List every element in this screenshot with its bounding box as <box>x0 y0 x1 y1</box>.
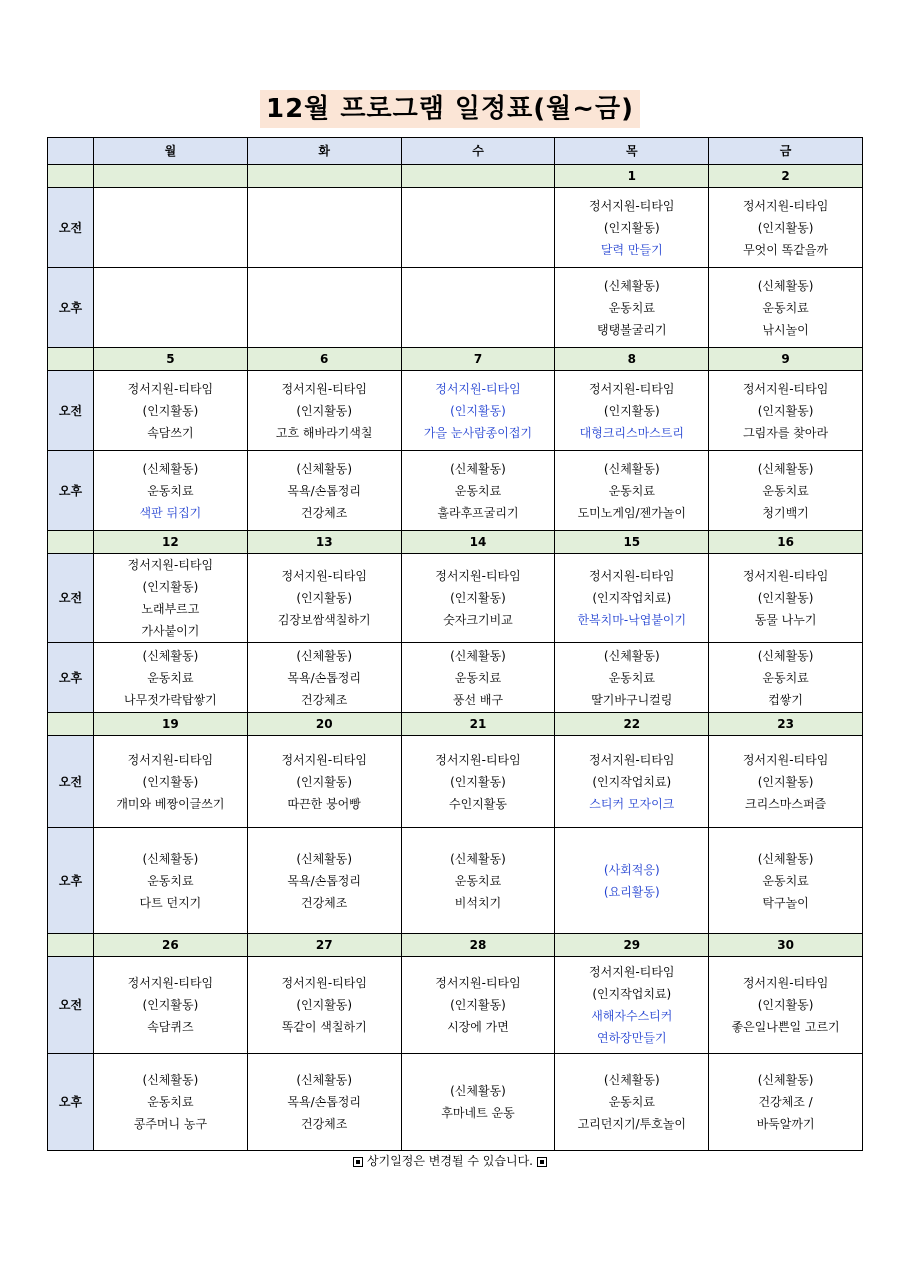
activity-cell <box>709 554 863 643</box>
activity-cell <box>709 957 863 1054</box>
afternoon-label: 오후 <box>48 643 94 713</box>
afternoon-row <box>48 643 863 713</box>
date-cell: 22 <box>555 713 709 736</box>
activity-line: (인지활동) <box>142 998 199 1012</box>
date-row <box>48 934 863 957</box>
activity-line: (인지활동) <box>450 998 506 1012</box>
activity-line: 운동치료 <box>147 670 194 685</box>
activity-line: 정서지원-티타임 <box>127 381 214 396</box>
weekday-header: 목 <box>555 138 709 165</box>
date-row <box>48 348 863 371</box>
activity-line: 무엇이 똑같을까 <box>743 242 829 257</box>
activity-line: 건강체조 / <box>758 1095 813 1109</box>
activity-line: (인지활동) <box>450 774 506 789</box>
footer-note-text: 상기일정은 변경될 수 있습니다. <box>367 1154 533 1168</box>
activity-line: (신체활동) <box>296 1073 353 1087</box>
activity-line: (인지활동) <box>450 403 506 418</box>
activity-cell <box>94 828 248 934</box>
date-cell <box>247 165 401 188</box>
date-cell: 6 <box>247 348 401 371</box>
activity-cell <box>247 371 401 451</box>
date-cell: 14 <box>401 531 555 554</box>
activity-line: 건강체조 <box>301 895 348 910</box>
activity-line: 정서지원-티타임 <box>589 569 675 583</box>
activity-cell <box>401 554 555 643</box>
activity-line: 청기백기 <box>762 505 809 520</box>
activity-cell <box>555 451 709 531</box>
morning-label: 오전 <box>48 554 94 643</box>
activity-line: 연하장만들기 <box>597 1031 667 1045</box>
schedule-table <box>47 137 863 1151</box>
activity-line: (인지활동) <box>757 774 814 789</box>
activity-line: (인지활동) <box>296 774 353 789</box>
activity-line: (인지활동) <box>450 591 506 605</box>
activity-line: 김장보쌈색칠하기 <box>277 613 371 627</box>
date-cell: 27 <box>247 934 401 957</box>
activity-line: 정서지원-티타임 <box>127 558 214 572</box>
activity-line: 운동치료 <box>608 1095 655 1109</box>
activity-line: 그림자를 찾아라 <box>743 425 829 440</box>
activity-line: (인지활동) <box>603 220 660 235</box>
date-row <box>48 165 863 188</box>
activity-line: 수인지활동 <box>449 796 507 811</box>
activity-cell <box>709 451 863 531</box>
activity-cell <box>401 957 555 1054</box>
activity-line: 훌라후프굴리기 <box>437 505 519 520</box>
activity-line: 건강체조 <box>301 1117 348 1131</box>
activity-line: 목욕/손톱정리 <box>287 1095 361 1109</box>
activity-line: 한복치마-낙엽붙이기 <box>577 613 687 627</box>
activity-line: 노래부르고 <box>141 602 200 616</box>
date-cell: 21 <box>401 713 555 736</box>
morning-row <box>48 188 863 268</box>
activity-line: 정서지원-티타임 <box>589 198 675 213</box>
activity-cell <box>247 957 401 1054</box>
activity-cell <box>555 554 709 643</box>
date-cell: 7 <box>401 348 555 371</box>
date-cell: 16 <box>709 531 863 554</box>
morning-label: 오전 <box>48 957 94 1054</box>
date-cell: 5 <box>94 348 248 371</box>
activity-line: 운동치료 <box>762 873 809 888</box>
activity-line: (신체활동) <box>142 1073 199 1087</box>
activity-line: 운동치료 <box>147 1095 194 1109</box>
morning-row <box>48 371 863 451</box>
activity-line: 색판 뒤집기 <box>139 505 202 520</box>
activity-line: 탁구놀이 <box>762 895 809 910</box>
activity-cell <box>401 451 555 531</box>
date-cell: 23 <box>709 713 863 736</box>
activity-line: (인지활동) <box>757 998 814 1012</box>
activity-line: (신체활동) <box>757 1073 814 1087</box>
activity-cell <box>94 371 248 451</box>
morning-label: 오전 <box>48 371 94 451</box>
header-corner <box>48 138 94 165</box>
date-row-label-cell <box>48 934 94 957</box>
date-row-label-cell <box>48 348 94 371</box>
weekday-header: 화 <box>247 138 401 165</box>
activity-cell <box>94 736 248 828</box>
activity-cell <box>401 828 555 934</box>
activity-line: 속담쓰기 <box>147 425 194 440</box>
activity-cell <box>555 957 709 1054</box>
activity-cell <box>94 268 248 348</box>
date-cell: 29 <box>555 934 709 957</box>
activity-line: (신체활동) <box>603 461 660 476</box>
activity-line: 나무젓가락탑쌓기 <box>124 692 217 707</box>
activity-line: 딸기바구니컬링 <box>591 692 673 707</box>
activity-line: 낚시놀이 <box>762 322 809 337</box>
morning-label: 오전 <box>48 736 94 828</box>
activity-line: 운동치료 <box>454 873 502 888</box>
activity-cell <box>94 451 248 531</box>
title-wrap <box>0 90 900 128</box>
activity-line: 가을 눈사람종이접기 <box>423 425 533 440</box>
activity-line: 크리스마스퍼즐 <box>745 796 827 811</box>
activity-cell <box>401 371 555 451</box>
activity-line: 정서지원-티타임 <box>281 976 367 990</box>
activity-line: 정서지원-티타임 <box>742 198 829 213</box>
activity-cell <box>401 268 555 348</box>
activity-line: 운동치료 <box>762 300 809 315</box>
activity-line: 정서지원-티타임 <box>742 976 829 990</box>
morning-row <box>48 957 863 1054</box>
activity-line: 새해자수스티커 <box>591 1009 673 1023</box>
activity-line: 건강체조 <box>301 505 348 520</box>
activity-line: (인지활동) <box>142 774 199 789</box>
activity-line: (신체활동) <box>757 648 814 663</box>
afternoon-label: 오후 <box>48 451 94 531</box>
activity-cell <box>709 643 863 713</box>
activity-line: 운동치료 <box>608 670 655 685</box>
activity-cell <box>401 1054 555 1151</box>
activity-line: 정서지원-티타임 <box>435 752 521 767</box>
morning-label: 오전 <box>48 188 94 268</box>
activity-line: 바둑알까기 <box>756 1117 815 1131</box>
date-cell: 9 <box>709 348 863 371</box>
date-cell: 26 <box>94 934 248 957</box>
activity-cell <box>555 188 709 268</box>
activity-line: 운동치료 <box>762 670 809 685</box>
activity-cell <box>555 643 709 713</box>
activity-line: (신체활동) <box>450 461 506 476</box>
activity-line: 고흐 해바라기색칠 <box>275 425 373 440</box>
afternoon-row <box>48 268 863 348</box>
activity-line: 도미노게임/젠가놀이 <box>577 505 686 520</box>
activity-cell <box>94 957 248 1054</box>
activity-line: 정서지원-티타임 <box>589 381 675 396</box>
weekday-header: 금 <box>709 138 863 165</box>
activity-cell <box>709 1054 863 1151</box>
activity-line: 건강체조 <box>301 692 348 707</box>
activity-line: 시장에 가면 <box>447 1020 509 1034</box>
activity-line: 목욕/손톱정리 <box>287 873 361 888</box>
activity-line: 운동치료 <box>147 483 194 498</box>
activity-line: 정서지원-티타임 <box>435 976 521 990</box>
activity-cell <box>709 188 863 268</box>
afternoon-label: 오후 <box>48 828 94 934</box>
activity-cell <box>94 1054 248 1151</box>
activity-cell <box>247 268 401 348</box>
activity-cell <box>555 268 709 348</box>
activity-line: (신체활동) <box>757 461 814 476</box>
activity-cell <box>94 643 248 713</box>
activity-line: 운동치료 <box>608 483 655 498</box>
activity-line: 정서지원-티타임 <box>742 381 829 396</box>
activity-line: 따끈한 붕어빵 <box>287 796 361 811</box>
activity-line: (요리활동) <box>603 884 660 899</box>
activity-line: (인지활동) <box>296 591 353 605</box>
activity-cell <box>247 188 401 268</box>
afternoon-label: 오후 <box>48 1054 94 1151</box>
activity-line: (인지작업치료) <box>592 774 672 789</box>
activity-line: 운동치료 <box>454 483 502 498</box>
activity-line: (신체활동) <box>296 851 353 866</box>
page-title: 12월 프로그램 일정표(월~금) <box>260 90 640 128</box>
activity-cell <box>247 643 401 713</box>
date-cell: 20 <box>247 713 401 736</box>
activity-cell <box>709 828 863 934</box>
activity-line: (신체활동) <box>603 1073 660 1087</box>
activity-line: (인지활동) <box>142 403 199 418</box>
afternoon-row <box>48 1054 863 1151</box>
activity-line: (신체활동) <box>603 648 660 663</box>
square-bullet-icon <box>353 1157 363 1167</box>
activity-line: (신체활동) <box>142 461 199 476</box>
activity-line: (인지활동) <box>603 403 660 418</box>
activity-line: 정서지원-티타임 <box>127 752 214 767</box>
date-cell <box>94 165 248 188</box>
activity-line: 컵쌓기 <box>768 692 803 707</box>
activity-line: 운동치료 <box>762 483 809 498</box>
weekday-header-row <box>48 138 863 165</box>
morning-row <box>48 554 863 643</box>
date-cell: 19 <box>94 713 248 736</box>
date-cell: 12 <box>94 531 248 554</box>
afternoon-row <box>48 451 863 531</box>
activity-line: 운동치료 <box>454 670 502 685</box>
date-row-label-cell <box>48 165 94 188</box>
activity-line: 정서지원-티타임 <box>281 569 367 583</box>
activity-cell <box>94 554 248 643</box>
activity-cell <box>247 736 401 828</box>
afternoon-label: 오후 <box>48 268 94 348</box>
activity-line: 정서지원-티타임 <box>742 752 829 767</box>
activity-line: 스티커 모자이크 <box>589 796 675 811</box>
date-cell: 2 <box>709 165 863 188</box>
activity-cell <box>94 188 248 268</box>
activity-line: 운동치료 <box>147 873 194 888</box>
activity-line: 다트 던지기 <box>139 895 202 910</box>
activity-line: 똑같이 색칠하기 <box>281 1020 367 1034</box>
activity-line: (신체활동) <box>296 461 353 476</box>
activity-line: (신체활동) <box>450 648 506 663</box>
activity-line: 정서지원-티타임 <box>127 976 214 990</box>
activity-cell <box>401 188 555 268</box>
activity-cell <box>247 828 401 934</box>
activity-line: (신체활동) <box>757 278 814 293</box>
footer-note <box>0 1152 900 1169</box>
activity-cell <box>247 1054 401 1151</box>
activity-line: 정서지원-티타임 <box>281 381 367 396</box>
activity-cell <box>555 828 709 934</box>
activity-line: (신체활동) <box>757 851 814 866</box>
square-bullet-icon <box>537 1157 547 1167</box>
activity-line: 후마네트 운동 <box>441 1106 515 1120</box>
activity-line: (인지활동) <box>142 580 199 594</box>
activity-line: (신체활동) <box>142 648 199 663</box>
date-cell: 15 <box>555 531 709 554</box>
schedule-body <box>48 165 863 1151</box>
date-row <box>48 713 863 736</box>
activity-line: 고리던지기/투호놀이 <box>577 1117 686 1131</box>
activity-line: (인지활동) <box>296 998 353 1012</box>
activity-cell <box>555 1054 709 1151</box>
activity-line: (인지활동) <box>757 220 814 235</box>
activity-line: 개미와 베짱이글쓰기 <box>116 796 225 811</box>
activity-line: 정서지원-티타임 <box>589 752 675 767</box>
activity-cell <box>247 554 401 643</box>
activity-line: 숫자크기비교 <box>443 613 513 627</box>
activity-line: (신체활동) <box>603 278 660 293</box>
activity-line: 정서지원-티타임 <box>435 381 521 396</box>
date-cell: 30 <box>709 934 863 957</box>
activity-line: 운동치료 <box>608 300 655 315</box>
morning-row <box>48 736 863 828</box>
activity-line: 정서지원-티타임 <box>589 965 675 979</box>
activity-line: 탱탱볼굴리기 <box>597 322 667 337</box>
activity-line: 목욕/손톱정리 <box>287 670 361 685</box>
date-row-label-cell <box>48 531 94 554</box>
activity-line: (인지활동) <box>757 403 814 418</box>
activity-line: (신체활동) <box>296 648 353 663</box>
activity-cell <box>555 371 709 451</box>
activity-line: (신체활동) <box>142 851 199 866</box>
activity-cell <box>247 451 401 531</box>
activity-line: 대형크리스마스트리 <box>579 425 684 440</box>
activity-line: 동물 나누기 <box>754 613 817 627</box>
activity-line: 달력 만들기 <box>600 242 663 257</box>
activity-cell <box>401 643 555 713</box>
activity-line: 목욕/손톱정리 <box>287 483 361 498</box>
date-row <box>48 531 863 554</box>
date-cell: 13 <box>247 531 401 554</box>
date-cell: 1 <box>555 165 709 188</box>
activity-line: (신체활동) <box>450 1084 506 1098</box>
weekday-header: 수 <box>401 138 555 165</box>
activity-cell <box>401 736 555 828</box>
activity-line: 정서지원-티타임 <box>281 752 367 767</box>
activity-cell <box>555 736 709 828</box>
afternoon-row <box>48 828 863 934</box>
activity-line: (신체활동) <box>450 851 506 866</box>
date-cell: 28 <box>401 934 555 957</box>
date-cell: 8 <box>555 348 709 371</box>
activity-line: (인지활동) <box>296 403 353 418</box>
activity-line: 정서지원-티타임 <box>742 569 829 583</box>
activity-line: (인지작업치료) <box>592 987 672 1001</box>
activity-line: 정서지원-티타임 <box>435 569 521 583</box>
activity-line: 속담퀴즈 <box>147 1020 194 1034</box>
activity-line: 비석치기 <box>454 895 502 910</box>
activity-cell <box>709 736 863 828</box>
activity-line: (사회적응) <box>603 862 660 877</box>
activity-line: 콩주머니 농구 <box>133 1117 208 1131</box>
activity-cell <box>709 371 863 451</box>
activity-line: 풍선 배구 <box>452 692 504 707</box>
activity-line: 가사붙이기 <box>141 624 200 638</box>
date-row-label-cell <box>48 713 94 736</box>
activity-cell <box>709 268 863 348</box>
activity-line: 좋은일나쁜일 고르기 <box>731 1020 840 1034</box>
activity-line: (인지활동) <box>757 591 814 605</box>
date-cell <box>401 165 555 188</box>
weekday-header: 월 <box>94 138 248 165</box>
activity-line: (인지작업치료) <box>592 591 672 605</box>
